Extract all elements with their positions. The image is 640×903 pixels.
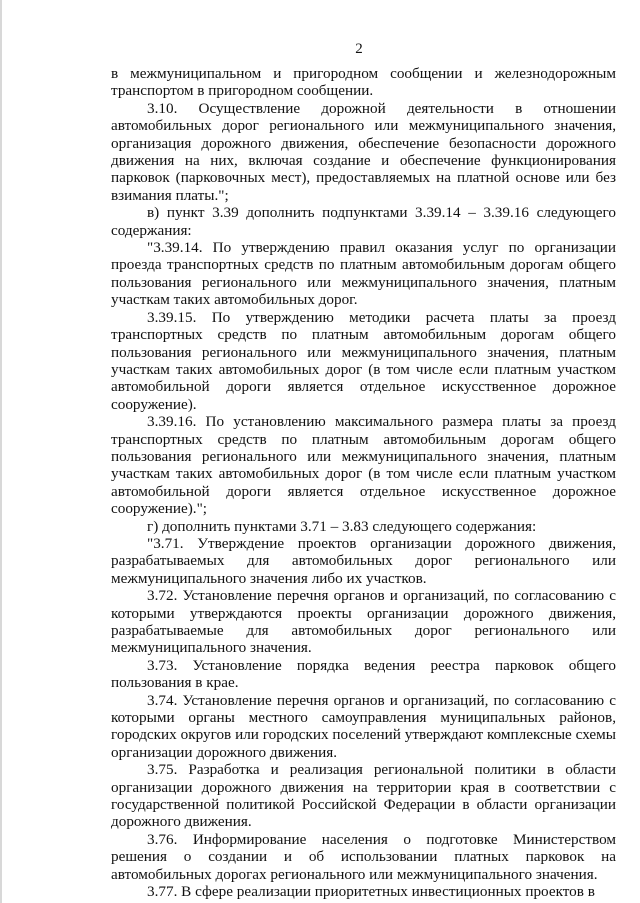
document-body: [111, 65, 616, 901]
paragraph-3-74: 3.74. Установление перечня органов и организаций, по согласованию с которыми органы местного самоуправления муниципальных районов, городских округов или городских поселений утверждают комплексные схемы организации дорожного движения.: [111, 691, 616, 761]
paragraph-3-10: 3.10. Осуществление дорожной деятельности в отношении автомобильных дорог регионального или межмуниципального значения, организация дорожного движения, обеспечение безопасности дорожного движения на них, включая создание и обеспечение функционирования парковок (парковочных мест), предоставляемых на платной основе или без взимания платы.";: [111, 99, 616, 204]
paragraph-3-71: "3.71. Утверждение проектов организации дорожного движения, разрабатываемых для автомобильных дорог регионального или межмуниципального значения либо их участков.: [111, 534, 616, 587]
scan-edge: [0, 0, 2, 903]
paragraph-3-39-16: 3.39.16. По установлению максимального размера платы за проезд транспортных средств по платным автомобильным дорогам общего пользования регионального или межмуниципального значения, платным участкам таких автомобильных дорог (в том числе если платным участком автомобильной дороги является отдельное искусственное дорожное сооружение).";: [111, 413, 616, 518]
paragraph-amend-v: в) пункт 3.39 дополнить подпунктами 3.39.14 – 3.39.16 следующего содержания:: [111, 204, 616, 239]
paragraph-amend-g: г) дополнить пунктами 3.71 – 3.83 следующего содержания:: [147, 517, 537, 535]
paragraph-3-72: 3.72. Установление перечня органов и организаций, по согласованию с которыми утверждаются проекты организации дорожного движения, разрабатываемые для автомобильных дорог регионального или межмуниципального значения.: [111, 587, 616, 657]
paragraph-continuation: в межмуниципальном и пригородном сообщении и железнодорожным транспортом в пригородном сообщении.: [111, 65, 616, 100]
paragraph-3-75: 3.75. Разработка и реализация региональной политики в области организации дорожного движения на территории края в соответствии с государственной политикой Российской Федерации в области организации дорожного движения.: [111, 761, 616, 831]
paragraph-3-39-15: 3.39.15. По утверждению методики расчета платы за проезд транспортных средств по платным автомобильным дорогам общего пользования регионального или межмуниципального значения, платным участкам таких автомобильных дорог (в том числе если платным участком автомобильной дороги является отдельное искусственное дорожное сооружение).: [111, 308, 616, 413]
paragraph-3-76: 3.76. Информирование населения о подготовке Министерством решения о создании и об использовании платных парковок на автомобильных дорогах регионального или межмуниципального значения.: [111, 830, 616, 883]
page-number: 2: [355, 41, 363, 57]
paragraph-3-73: 3.73. Установление порядка ведения реестра парковок общего пользования в крае.: [111, 656, 616, 692]
paragraph-3-77: 3.77. В сфере реализации приоритетных инвестиционных проектов в: [147, 883, 595, 901]
paragraph-3-39-14: "3.39.14. По утверждению правил оказания услуг по организации проезда транспортных средств по платным автомобильным дорогам общего пользования регионального или межмуниципального значения, платным участкам таких автомобильных дорог.: [111, 239, 616, 309]
